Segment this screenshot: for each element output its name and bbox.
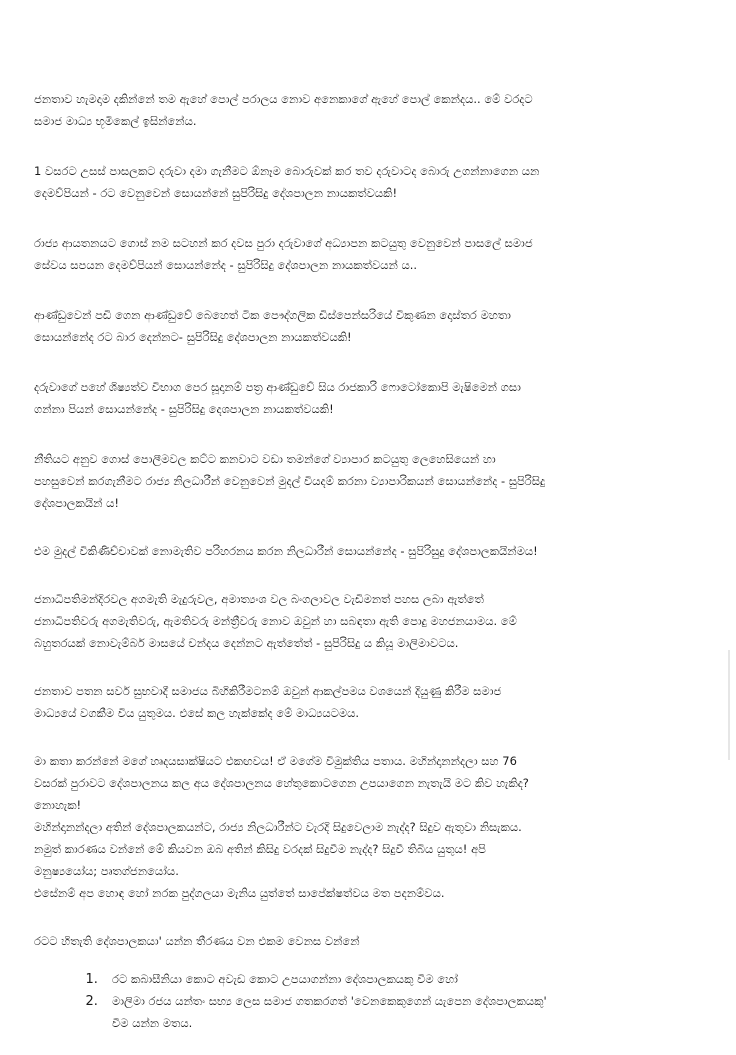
paragraph-4: [34, 304, 716, 348]
paragraph-1: [34, 88, 716, 132]
text-line: ජනාධිපතිමන්දිරවල අගමැති මැදුරුවල, අමාත්‍යංශ වල බංගලාවල වැඩිමනත් පහස ලබා ඇත්තේ: [34, 592, 484, 606]
text-line: ජනාධිපතිවරු අගමැතිවරු, ඇමතිවරු මන්ත්‍රීවරු නොව ඔවුන් හා සබඳතා ඇති පොදු මහජනයාමය. මේ: [34, 614, 517, 628]
text-line: ආණ්ඩුවෙන් පඩි ගෙන ආණ්ඩුවේ බෙහෙත් ටික පෞද්ගලික ඩිස්පෙන්සරියේ විකුණන දොස්තර මහතා: [34, 308, 511, 322]
paragraph-9: [34, 680, 716, 724]
text-line: වසරක් පුරාවට දේශපාලනය කල අය දේශපාලනය හේතුකොටගෙන උපයාගෙන නැතැයි මට කිව හැකිද?: [34, 776, 529, 790]
text-line: මනුෂ්‍යයෝය; පෘතග්ජනයෝය.: [34, 864, 179, 878]
paragraph-8: [34, 588, 716, 654]
paragraph-7: [34, 540, 716, 562]
text-line: සේවය සපයන දෙමව්පියන් සොයන්නේද - සුපිරිසිදු දේශපාලන නායකත්වයන් ය..: [34, 258, 418, 272]
text-line: මාධ්‍යයේ වගකීම විය යුතුමය. එසේ කල හැක්කේද මේ මාධ්‍යයටමය.: [34, 706, 360, 720]
text-line: ජනතාව හැමදාම දකින්නේ තම ඇහේ පොල් පරාලය නොව අනෙකාගේ ඇහේ පොල් කෙන්දය.. මේ වරදට: [34, 92, 533, 106]
list-item: [102, 968, 716, 990]
text-line: රාජ්‍ය ආයතනයට ගොස් නම සටහන් කර දවස පුරා දරුවාගේ අධ්‍යාපන කටයුතු වෙනුවෙන් පාසලේ සමාජ: [34, 236, 533, 250]
text-line: එසේනම් අප හොඳ හෝ නරක පුද්ගලයා මැනිය යුත්තේ සාපේක්ෂත්වය මත පදනම්වය.: [34, 886, 445, 900]
text-line: නමුත් කාරණය වන්නේ මේ කියවන ඔබ අතින් කිසිදු වරදක් සිදුවීම නැද්ද? සිදුවී තිබිය යුතුය! අපි: [34, 842, 486, 856]
paragraph-2: [34, 160, 716, 204]
list-item: [102, 990, 716, 1034]
paragraph-6: [34, 448, 716, 514]
text-line: රටට හිතැති දේශපාලකයා' යන්න තීරණය වන එකම වෙනස වන්නේ: [34, 934, 360, 948]
text-line: නොහැක!: [34, 798, 82, 812]
text-line: 2. මාලිමා රජය යන්තං සභ්‍ය ලෙස සමාජ ගතකරගත් 'වෙනකෙකුගෙන් යැපෙන දේශපාලකයකු': [112, 994, 547, 1008]
text-line: නීතියට අනුව ගොස් පොලීමවල කට්ට කනවාට වඩා තමන්ගේ ව්‍යාපාර කටයුතු ලෙහෙසියෙන් හා: [34, 452, 496, 466]
paragraph-3: [34, 232, 716, 276]
scan-edge-mark: [728, 650, 730, 760]
text-line: මහින්දානන්දලා අතින් දේශපාලකයන්ට, රාජ්‍ය නිලධාරීන්ට වැරදි සිදුවෙලාම නැද්ද? සිදුව ඇතුවා නිසැකය.: [34, 820, 522, 834]
paragraph-11: [34, 930, 716, 952]
text-line: 1 වසරට උසස් පාසලකට දරුවා දමා ගැනීමට ඕනෑම බොරුවක් කර තව දරුවාටද බොරු උගන්නාගෙන යන: [34, 164, 540, 178]
text-line: ගන්නා පියන් සොයන්නේද - සුපිරිසිදු දෙශපාලන නායකත්වයකි!: [34, 402, 334, 416]
paragraph-5: [34, 376, 716, 420]
paragraph-10: [34, 750, 716, 904]
numbered-list: [34, 968, 716, 1034]
text-line: මා කතා කරන්නේ මගේ හෘදයසාක්ෂියට එකඟවය! ඒ මගේම විමුක්තිය පතාය. මහින්දානන්දලා සහ 76: [34, 754, 517, 768]
text-line: පහසුවෙන් කරගැනීමට රාජ්‍ය නිලධාරීන් වෙනුවෙන් මුදල් වියදම් කරනා ව්‍යාපාරිකයන් සොයන්නේද - සුපිරිසිදු: [34, 474, 546, 488]
text-line: එම මුදල් විකිණිච්චාවක් නොමැතිව පරිහරනය කරන නිලධාරීන් සොයන්නේද - සුපිරිසුදු දේශපාලකයින්මය!: [34, 544, 538, 558]
text-line: දරුවාගේ පහේ ශිෂ්‍යත්ව විභාග පෙර සූදානම් පත්‍ර ආණ්ඩුවේ සිය රාජකාරි ෆොටෝකොපි මැෂිමෙන් ගසා: [34, 380, 521, 394]
text-line: වීම යන්න මතය.: [112, 1016, 193, 1030]
text-line: 1. රට කබාසීනියා කොට අවැඩ කොට උපයාගන්නා දේශපාලකයකු වීම හෝ: [112, 972, 458, 986]
text-line: දෙමව්පියන් - රට වෙනුවෙන් සොයන්නේ සුපිරිසිදු දේශපාලන නායකත්වයකි!: [34, 186, 398, 200]
text-line: සොයන්නේද රට බාර දෙන්නට- සුපිරිසිදු දේශපාලන නායකත්වයකි!: [34, 330, 352, 344]
text-line: ජනතාව පතන සර්ව සුභවාදී සමාජය බිහිකිරීමටනම් ඔවුන් ආකල්පමය වශයෙන් දියුණු කිරීම සමාජ: [34, 684, 502, 698]
text-line: සමාජ මාධ්‍ය භූමිකෙල් ඉසින්නේය.: [34, 114, 197, 128]
text-line: දේශපාලකයින් ය!: [34, 496, 119, 510]
text-line: බහුතරයක් නොවැම්බර් මාසයේ චන්දය දෙන්නට ඇත්තේත් - සුපිරිසිදු ය කියූ මාලිමාවටය.: [34, 636, 459, 650]
